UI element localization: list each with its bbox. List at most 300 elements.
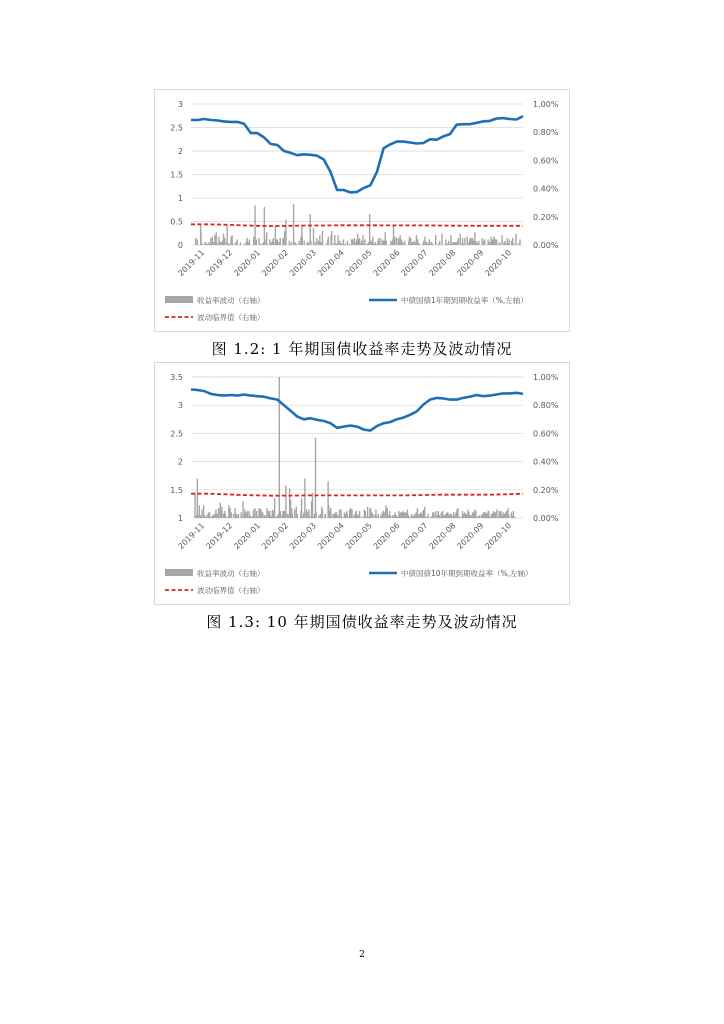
volatility-bar bbox=[326, 244, 327, 245]
volatility-bar bbox=[197, 479, 198, 518]
volatility-bar bbox=[515, 234, 516, 245]
volatility-bar bbox=[367, 244, 368, 245]
volatility-bar bbox=[370, 508, 371, 518]
volatility-bar bbox=[337, 235, 338, 245]
volatility-bar bbox=[429, 239, 430, 245]
yield-line bbox=[191, 389, 523, 430]
legend-label-yield: 中债国债1年期到期收益率（%,左轴） bbox=[401, 296, 528, 305]
volatility-bar bbox=[404, 241, 405, 245]
volatility-bar bbox=[402, 511, 403, 518]
volatility-bar bbox=[378, 514, 379, 518]
volatility-bar bbox=[206, 515, 207, 518]
volatility-bar bbox=[284, 231, 285, 245]
volatility-bar bbox=[448, 241, 449, 245]
volatility-bar bbox=[409, 517, 410, 518]
y-left-tick-label: 3 bbox=[177, 100, 183, 109]
volatility-bar bbox=[375, 244, 376, 245]
volatility-bar bbox=[230, 512, 231, 518]
volatility-bar bbox=[201, 510, 202, 518]
volatility-bar bbox=[518, 244, 519, 245]
volatility-bar bbox=[212, 515, 213, 518]
volatility-bar bbox=[427, 514, 428, 518]
x-category-label: 2020-04 bbox=[315, 248, 346, 279]
volatility-bar bbox=[283, 511, 284, 518]
volatility-bar bbox=[238, 514, 239, 518]
volatility-bar bbox=[513, 511, 514, 518]
volatility-bar bbox=[225, 514, 226, 518]
volatility-bar bbox=[500, 511, 501, 518]
volatility-bar bbox=[392, 515, 393, 518]
volatility-bar bbox=[454, 515, 455, 518]
volatility-bar bbox=[318, 241, 319, 245]
y-right-tick-label: 0.60% bbox=[533, 156, 559, 166]
volatility-bar bbox=[294, 510, 295, 518]
volatility-bar bbox=[328, 505, 329, 518]
volatility-bar bbox=[361, 241, 362, 245]
volatility-bar bbox=[208, 242, 209, 245]
volatility-bar bbox=[483, 512, 484, 518]
volatility-bar bbox=[304, 479, 305, 518]
volatility-bar bbox=[473, 512, 474, 518]
volatility-bar bbox=[207, 244, 208, 245]
x-category-label: 2020-02 bbox=[260, 248, 291, 279]
yield-chart-10y bbox=[155, 363, 569, 604]
volatility-bar bbox=[497, 517, 498, 518]
x-category-label: 2020-03 bbox=[287, 248, 318, 279]
volatility-bar bbox=[388, 515, 389, 518]
volatility-bar bbox=[254, 206, 255, 245]
y-right-tick-label: 0.40% bbox=[533, 457, 559, 467]
volatility-bar bbox=[349, 244, 350, 245]
volatility-bar bbox=[279, 377, 280, 518]
volatility-bar bbox=[448, 515, 449, 518]
volatility-bar bbox=[499, 242, 500, 245]
volatility-bar bbox=[341, 244, 342, 245]
volatility-bar bbox=[488, 511, 489, 518]
y-left-tick-label: 2 bbox=[177, 147, 183, 156]
y-left-tick-label: 0.5 bbox=[170, 217, 183, 227]
volatility-bar bbox=[413, 241, 414, 245]
volatility-bar bbox=[195, 515, 196, 518]
volatility-bar bbox=[322, 510, 323, 518]
volatility-bar bbox=[435, 511, 436, 518]
volatility-bar bbox=[345, 514, 346, 518]
volatility-bar bbox=[287, 514, 288, 518]
volatility-bar bbox=[383, 511, 384, 518]
y-left-tick-label: 3 bbox=[177, 401, 183, 411]
volatility-bar bbox=[435, 235, 436, 245]
volatility-bar bbox=[266, 508, 267, 518]
volatility-bar bbox=[214, 514, 215, 518]
volatility-bar bbox=[231, 235, 232, 245]
volatility-bar bbox=[476, 517, 477, 518]
volatility-bar bbox=[240, 242, 241, 245]
volatility-bar bbox=[352, 239, 353, 245]
page-number: 2 bbox=[359, 950, 365, 960]
volatility-bar bbox=[405, 512, 406, 518]
volatility-bar bbox=[476, 242, 477, 245]
volatility-bar bbox=[254, 508, 255, 518]
y-left-tick-label: 1.5 bbox=[170, 485, 183, 495]
volatility-bar bbox=[385, 505, 386, 518]
y-left-tick-label: 2.5 bbox=[170, 429, 183, 439]
volatility-bar bbox=[441, 234, 442, 245]
volatility-bar bbox=[318, 515, 319, 518]
volatility-bar bbox=[320, 514, 321, 518]
volatility-bar bbox=[256, 239, 257, 245]
volatility-bar bbox=[519, 239, 520, 245]
volatility-bar bbox=[473, 241, 474, 245]
volatility-bar bbox=[280, 511, 281, 518]
volatility-bar bbox=[367, 507, 368, 518]
volatility-bar bbox=[233, 244, 234, 245]
volatility-bar bbox=[223, 235, 224, 245]
volatility-bar bbox=[325, 514, 326, 518]
volatility-bar bbox=[390, 515, 391, 518]
x-category-label: 2020-03 bbox=[287, 521, 318, 552]
volatility-bar bbox=[489, 517, 490, 518]
y-left-tick-label: 2 bbox=[177, 457, 183, 467]
x-category-label: 2019-11 bbox=[176, 521, 207, 552]
volatility-bar bbox=[226, 225, 227, 245]
y-left-tick-label: 1 bbox=[177, 194, 183, 203]
volatility-bar bbox=[331, 517, 332, 518]
volatility-bar bbox=[495, 239, 496, 245]
x-category-label: 2020-01 bbox=[232, 248, 263, 279]
x-category-label: 2020-08 bbox=[427, 521, 458, 552]
volatility-bar bbox=[503, 512, 504, 518]
x-category-label: 2019-11 bbox=[176, 248, 207, 279]
volatility-bar bbox=[382, 512, 383, 518]
volatility-bar bbox=[486, 514, 487, 518]
volatility-bar bbox=[371, 241, 372, 245]
volatility-bar bbox=[293, 204, 294, 245]
volatility-bar bbox=[292, 514, 293, 518]
volatility-bar bbox=[351, 510, 352, 518]
volatility-bar bbox=[412, 242, 413, 245]
y-left-tick-label: 1.5 bbox=[170, 170, 183, 180]
legend-swatch-bars bbox=[165, 569, 193, 576]
volatility-bar bbox=[453, 242, 454, 245]
volatility-bar bbox=[373, 244, 374, 245]
volatility-bar bbox=[336, 512, 337, 518]
volatility-bar bbox=[350, 508, 351, 518]
volatility-bar bbox=[270, 515, 271, 518]
volatility-bar bbox=[308, 242, 309, 245]
volatility-bar bbox=[397, 517, 398, 518]
volatility-bar bbox=[274, 498, 275, 518]
volatility-bar bbox=[197, 239, 198, 245]
volatility-bar bbox=[215, 510, 216, 518]
figure-1-3-chart bbox=[154, 362, 570, 605]
volatility-bar bbox=[319, 242, 320, 245]
x-category-label: 2019-12 bbox=[204, 248, 235, 279]
volatility-bar bbox=[297, 514, 298, 518]
volatility-bar bbox=[380, 244, 381, 245]
volatility-bar bbox=[301, 498, 302, 518]
volatility-bar bbox=[400, 512, 401, 518]
volatility-bar bbox=[341, 517, 342, 518]
volatility-bar bbox=[504, 241, 505, 245]
volatility-bar bbox=[247, 511, 248, 518]
volatility-bar bbox=[313, 228, 314, 245]
volatility-bar bbox=[249, 515, 250, 518]
volatility-bar bbox=[356, 511, 357, 518]
volatility-bar bbox=[205, 517, 206, 518]
volatility-bar bbox=[276, 239, 277, 245]
volatility-bar bbox=[218, 508, 219, 518]
volatility-bar bbox=[362, 235, 363, 245]
volatility-bar bbox=[307, 242, 308, 245]
volatility-bar bbox=[395, 515, 396, 518]
figure-1-2-caption: 图 1.2: 1 年期国债收益率走势及波动情况 bbox=[211, 340, 513, 358]
volatility-bar bbox=[460, 234, 461, 245]
volatility-bar bbox=[306, 510, 307, 518]
volatility-bar bbox=[229, 244, 230, 245]
y-right-tick-label: 0.20% bbox=[533, 212, 559, 222]
volatility-bar bbox=[272, 510, 273, 518]
volatility-bar bbox=[197, 515, 198, 518]
y-left-tick-label: 1 bbox=[177, 514, 183, 523]
volatility-bar bbox=[513, 244, 514, 245]
volatility-bar bbox=[228, 505, 229, 518]
volatility-bar bbox=[195, 238, 196, 245]
volatility-bar bbox=[264, 515, 265, 518]
volatility-bar bbox=[424, 237, 425, 245]
critical-value-line bbox=[191, 494, 523, 496]
volatility-bar bbox=[433, 512, 434, 518]
volatility-bar bbox=[423, 241, 424, 245]
volatility-bar bbox=[328, 237, 329, 245]
volatility-bar bbox=[409, 237, 410, 245]
volatility-bar bbox=[451, 514, 452, 518]
volatility-bar bbox=[435, 244, 436, 245]
volatility-bar bbox=[497, 244, 498, 245]
volatility-bar bbox=[262, 512, 263, 518]
volatility-bar bbox=[209, 512, 210, 518]
volatility-bar bbox=[236, 515, 237, 518]
x-category-label: 2020-07 bbox=[399, 521, 430, 552]
y-right-tick-label: 1.00% bbox=[533, 373, 559, 382]
volatility-bar bbox=[358, 239, 359, 245]
y-right-tick-label: 0.40% bbox=[533, 184, 559, 194]
volatility-bar bbox=[353, 515, 354, 518]
critical-value-line bbox=[191, 224, 523, 226]
y-right-tick-label: 0.80% bbox=[533, 401, 559, 411]
volatility-bar bbox=[249, 239, 250, 245]
volatility-bar bbox=[213, 242, 214, 245]
volatility-bar bbox=[514, 517, 515, 518]
x-category-label: 2020-01 bbox=[232, 521, 263, 552]
volatility-bar bbox=[331, 231, 332, 245]
volatility-bar bbox=[334, 235, 335, 245]
volatility-bar bbox=[200, 232, 201, 245]
x-category-label: 2019-12 bbox=[204, 521, 235, 552]
y-right-tick-label: 0.00% bbox=[533, 241, 559, 250]
volatility-bar bbox=[217, 244, 218, 245]
volatility-bar bbox=[361, 517, 362, 518]
volatility-bar bbox=[441, 512, 442, 518]
volatility-bar bbox=[457, 508, 458, 518]
volatility-bar bbox=[425, 517, 426, 518]
legend-label-bars: 收益率波动（右轴） bbox=[197, 569, 265, 578]
volatility-bar bbox=[355, 242, 356, 245]
y-left-tick-label: 0 bbox=[177, 241, 183, 250]
volatility-bar bbox=[210, 238, 211, 245]
volatility-bar bbox=[289, 241, 290, 245]
y-right-tick-label: 0.20% bbox=[533, 485, 559, 495]
volatility-bar bbox=[212, 237, 213, 245]
volatility-bar bbox=[468, 512, 469, 518]
volatility-bar bbox=[424, 507, 425, 518]
x-category-label: 2020-10 bbox=[483, 248, 514, 279]
volatility-bar bbox=[426, 242, 427, 245]
volatility-bar bbox=[285, 486, 286, 518]
volatility-bar bbox=[332, 514, 333, 518]
volatility-bar bbox=[419, 244, 420, 245]
x-category-label: 2020-04 bbox=[315, 521, 346, 552]
volatility-bar bbox=[312, 493, 313, 518]
volatility-bar bbox=[220, 242, 221, 245]
volatility-bar bbox=[481, 238, 482, 245]
volatility-bar bbox=[471, 238, 472, 245]
volatility-bar bbox=[369, 214, 370, 245]
volatility-bar bbox=[463, 514, 464, 518]
volatility-bar bbox=[414, 514, 415, 518]
volatility-bar bbox=[339, 510, 340, 518]
volatility-bar bbox=[253, 514, 254, 518]
figure-1-3-caption: 图 1.3: 10 年期国债收益率走势及波动情况 bbox=[206, 613, 518, 631]
volatility-bar bbox=[304, 241, 305, 245]
volatility-bar bbox=[309, 517, 310, 518]
volatility-bar bbox=[421, 514, 422, 518]
volatility-bar bbox=[461, 244, 462, 245]
volatility-bar bbox=[251, 517, 252, 518]
volatility-bar bbox=[194, 493, 195, 518]
legend-swatch-bars bbox=[165, 296, 193, 303]
volatility-bar bbox=[244, 510, 245, 518]
x-category-label: 2020-09 bbox=[455, 248, 486, 279]
volatility-bar bbox=[444, 515, 445, 518]
volatility-bar bbox=[322, 231, 323, 245]
volatility-bar bbox=[295, 242, 296, 245]
volatility-bar bbox=[508, 515, 509, 518]
volatility-bar bbox=[501, 235, 502, 245]
volatility-bar bbox=[266, 232, 267, 245]
volatility-bar bbox=[256, 511, 257, 518]
volatility-bar bbox=[372, 514, 373, 518]
volatility-bar bbox=[247, 242, 248, 245]
volatility-bar bbox=[299, 241, 300, 245]
x-category-label: 2020-02 bbox=[260, 521, 291, 552]
volatility-bar bbox=[484, 239, 485, 245]
volatility-bar bbox=[236, 239, 237, 245]
volatility-bar bbox=[344, 244, 345, 245]
volatility-bar bbox=[205, 242, 206, 245]
volatility-bar bbox=[480, 515, 481, 518]
x-category-label: 2020-09 bbox=[455, 521, 486, 552]
volatility-bar bbox=[478, 241, 479, 245]
x-category-label: 2020-06 bbox=[371, 521, 402, 552]
volatility-bar bbox=[512, 238, 513, 245]
volatility-bar bbox=[259, 244, 260, 245]
volatility-bar bbox=[315, 512, 316, 518]
volatility-bar bbox=[357, 515, 358, 518]
x-category-label: 2020-05 bbox=[343, 248, 374, 279]
volatility-bar bbox=[386, 241, 387, 245]
volatility-bar bbox=[450, 235, 451, 245]
volatility-bar bbox=[302, 238, 303, 245]
volatility-bar bbox=[458, 238, 459, 245]
volatility-bar bbox=[280, 238, 281, 245]
volatility-bar bbox=[403, 244, 404, 245]
volatility-bar bbox=[347, 241, 348, 245]
volatility-bar bbox=[330, 508, 331, 518]
volatility-bar bbox=[495, 512, 496, 518]
volatility-bar bbox=[364, 239, 365, 245]
volatility-bar bbox=[216, 232, 217, 245]
volatility-bar bbox=[416, 235, 417, 245]
y-right-tick-label: 0.80% bbox=[533, 128, 559, 138]
volatility-bar bbox=[359, 238, 360, 245]
x-category-label: 2020-07 bbox=[399, 248, 430, 279]
volatility-bar bbox=[276, 517, 277, 518]
figure-1-2-chart bbox=[154, 89, 570, 332]
volatility-bar bbox=[291, 242, 292, 245]
volatility-bar bbox=[478, 515, 479, 518]
volatility-bar bbox=[393, 225, 394, 245]
volatility-bar bbox=[509, 239, 510, 245]
volatility-bar bbox=[259, 508, 260, 518]
volatility-bar bbox=[464, 238, 465, 245]
yield-chart-1y bbox=[155, 90, 569, 331]
volatility-bar bbox=[202, 244, 203, 245]
x-category-label: 2020-08 bbox=[427, 248, 458, 279]
volatility-bar bbox=[459, 517, 460, 518]
x-category-label: 2020-06 bbox=[371, 248, 402, 279]
x-category-label: 2020-10 bbox=[483, 521, 514, 552]
legend-label-yield: 中债国债10年期到期收益率（%,左轴） bbox=[401, 569, 533, 578]
volatility-bar bbox=[214, 235, 215, 245]
volatility-bar bbox=[376, 517, 377, 518]
volatility-bar bbox=[410, 238, 411, 245]
volatility-bar bbox=[432, 244, 433, 245]
volatility-bar bbox=[408, 515, 409, 518]
volatility-bar bbox=[308, 510, 309, 518]
y-right-tick-label: 0.00% bbox=[533, 514, 559, 523]
volatility-bar bbox=[242, 501, 243, 518]
volatility-bar bbox=[471, 515, 472, 518]
volatility-bar bbox=[309, 214, 310, 245]
volatility-bar bbox=[245, 512, 246, 518]
volatility-bar bbox=[430, 517, 431, 518]
legend-label-critical: 波动临界值（右轴） bbox=[197, 313, 265, 322]
volatility-bar bbox=[359, 511, 360, 518]
volatility-bar bbox=[221, 507, 222, 518]
volatility-bar bbox=[394, 237, 395, 245]
y-left-tick-label: 2.5 bbox=[170, 123, 183, 133]
legend-label-critical: 波动临界值（右轴） bbox=[197, 586, 265, 595]
volatility-bar bbox=[432, 512, 433, 518]
volatility-bar bbox=[285, 220, 286, 245]
y-left-tick-label: 3.5 bbox=[170, 373, 183, 382]
x-category-label: 2020-05 bbox=[343, 521, 374, 552]
volatility-bar bbox=[253, 237, 254, 245]
volatility-bar bbox=[261, 512, 262, 518]
volatility-bar bbox=[315, 438, 316, 518]
volatility-bar bbox=[506, 511, 507, 518]
volatility-bar bbox=[314, 242, 315, 245]
